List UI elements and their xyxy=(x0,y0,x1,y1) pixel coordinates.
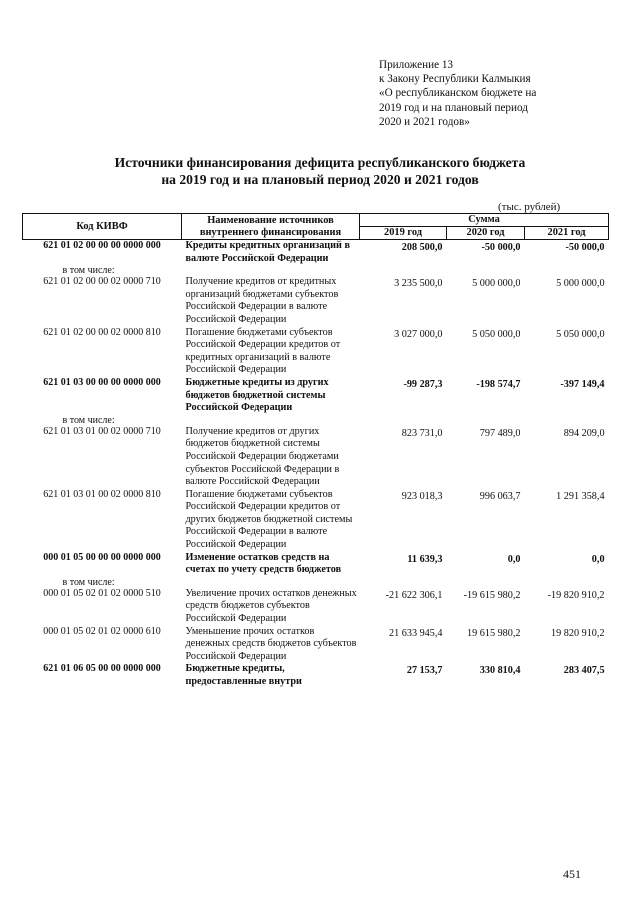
row-value-2021: -397 149,4 xyxy=(560,378,605,390)
header-year-2021: 2021 год xyxy=(525,227,609,240)
row-value-2020: 996 063,7 xyxy=(479,490,521,502)
header-sum: Сумма xyxy=(360,214,609,227)
row-code: 621 01 03 01 00 02 0000 710 xyxy=(43,425,161,437)
row-value-2019: -99 287,3 xyxy=(403,378,443,390)
appendix-line: Приложение 13 xyxy=(379,59,454,71)
row-value-2021: 5 050 000,0 xyxy=(556,328,605,340)
row-value-2021: 19 820 910,2 xyxy=(551,627,605,639)
row-value-2020: 19 615 980,2 xyxy=(467,627,521,639)
row-value-2019: 3 027 000,0 xyxy=(394,328,443,340)
row-code: 621 01 03 00 00 00 0000 000 xyxy=(43,376,161,388)
table-subheading-row xyxy=(23,577,609,588)
unit-label: (тыс. рублей) xyxy=(498,201,561,213)
row-code: 000 01 05 02 01 02 0000 610 xyxy=(43,625,161,637)
row-value-2019: 208 500,0 xyxy=(401,242,443,253)
row-subheading: в том числе: xyxy=(62,414,115,426)
appendix-line: 2020 и 2021 годов» xyxy=(379,115,470,128)
header-name: Наименование источников внутреннего финансирования xyxy=(182,214,360,240)
row-value-2019: 3 235 500,0 xyxy=(394,278,443,290)
row-name: Получение кредитов от других бюджетов бюджетной системы Российской Федерации бюджетами субъектов Российской Федерации в валюте Российской Федерации xyxy=(185,425,340,488)
row-code: 621 01 02 00 00 02 0000 710 xyxy=(43,276,161,288)
row-name: Бюджетные кредиты из других бюджетов бюджетной системы Российской Федерации xyxy=(185,376,329,414)
row-subheading: в том числе: xyxy=(62,265,115,277)
row-code: 621 01 02 00 00 02 0000 810 xyxy=(43,326,161,338)
row-name: Изменение остатков средств на счетах по учету средств бюджетов xyxy=(185,551,342,576)
row-value-2020: 5 050 000,0 xyxy=(472,328,521,340)
table-row xyxy=(23,626,609,664)
row-value-2019: 27 153,7 xyxy=(406,665,443,677)
row-value-2021: 1 291 358,4 xyxy=(556,490,605,502)
row-code: 000 01 05 02 01 02 0000 510 xyxy=(43,587,161,599)
row-value-2021: -50 000,0 xyxy=(565,242,605,253)
row-name: Увеличение прочих остатков денежных средств бюджетов субъектов Российской Федерации xyxy=(185,587,357,625)
row-value-2020: 797 489,0 xyxy=(479,427,521,439)
row-value-2020: 330 810,4 xyxy=(479,665,521,677)
table-row xyxy=(23,588,609,626)
row-code: 621 01 06 05 00 00 0000 000 xyxy=(43,663,161,675)
table-row xyxy=(23,276,609,326)
header-year-2020: 2020 год xyxy=(447,227,525,240)
row-value-2019: -21 622 306,1 xyxy=(385,589,443,601)
table-subheading-row xyxy=(23,265,609,276)
row-value-2021: -19 820 910,2 xyxy=(547,589,605,601)
row-value-2020: -50 000,0 xyxy=(481,242,521,253)
row-value-2019: 823 731,0 xyxy=(401,427,443,439)
row-value-2020: 5 000 000,0 xyxy=(472,278,521,290)
row-name: Погашение бюджетами субъектов Российской Федерации кредитов от других бюджетов бюджетной системы Российской Федерации в валюте Российской Федерации xyxy=(185,488,353,551)
row-code: 000 01 05 00 00 00 0000 000 xyxy=(43,551,161,563)
financing-sources-table xyxy=(22,213,609,689)
row-value-2021: 0,0 xyxy=(591,553,605,565)
header-code: Код КИВФ xyxy=(23,214,182,240)
row-value-2019: 11 639,3 xyxy=(407,553,443,565)
table-row xyxy=(23,426,609,489)
table-subheading-row xyxy=(23,415,609,426)
table-row xyxy=(23,489,609,552)
row-value-2021: 5 000 000,0 xyxy=(556,278,605,290)
table-row xyxy=(23,377,609,415)
page-number: 451 xyxy=(563,867,581,881)
row-name: Кредиты кредитных организаций в валюте Российской Федерации xyxy=(185,240,350,264)
row-name: Получение кредитов от кредитных организаций бюджетами субъектов Российской Федерации в валюте Российской Федерации xyxy=(185,276,339,325)
row-value-2020: -198 574,7 xyxy=(476,378,521,390)
row-subheading: в том числе: xyxy=(62,576,115,588)
table-row xyxy=(23,240,609,266)
row-code: 621 01 02 00 00 00 0000 000 xyxy=(43,240,161,251)
document-title xyxy=(40,154,600,188)
row-name: Бюджетные кредиты, предоставленные внутри xyxy=(185,663,302,687)
header-year-2019: 2019 год xyxy=(360,227,447,240)
appendix-line: к Закону Республики Калмыкия xyxy=(379,73,531,86)
document-title-line-1: Источники финансирования дефицита республиканского бюджета xyxy=(114,155,526,170)
table-row xyxy=(23,663,609,688)
document-title-line-2: на 2019 год и на плановый период 2020 и 2021 годов xyxy=(161,172,479,187)
row-name: Погашение бюджетами субъектов Российской Федерации кредитов от кредитных организаций в валюте Российской Федерации xyxy=(185,326,341,376)
row-value-2020: 0,0 xyxy=(507,553,521,565)
appendix-line: 2019 год и на плановый период xyxy=(379,101,528,114)
row-value-2019: 21 633 945,4 xyxy=(389,627,443,639)
appendix-note xyxy=(379,58,609,129)
table-row xyxy=(23,327,609,377)
row-name: Уменьшение прочих остатков денежных средств бюджетов субъектов Российской Федерации xyxy=(185,625,357,662)
table-row xyxy=(23,552,609,577)
row-value-2020: -19 615 980,2 xyxy=(463,589,521,601)
appendix-line: «О республиканском бюджете на xyxy=(379,87,537,100)
row-value-2021: 894 209,0 xyxy=(563,427,605,439)
row-value-2019: 923 018,3 xyxy=(401,490,443,502)
row-code: 621 01 03 01 00 02 0000 810 xyxy=(43,488,161,500)
row-value-2021: 283 407,5 xyxy=(563,665,605,677)
